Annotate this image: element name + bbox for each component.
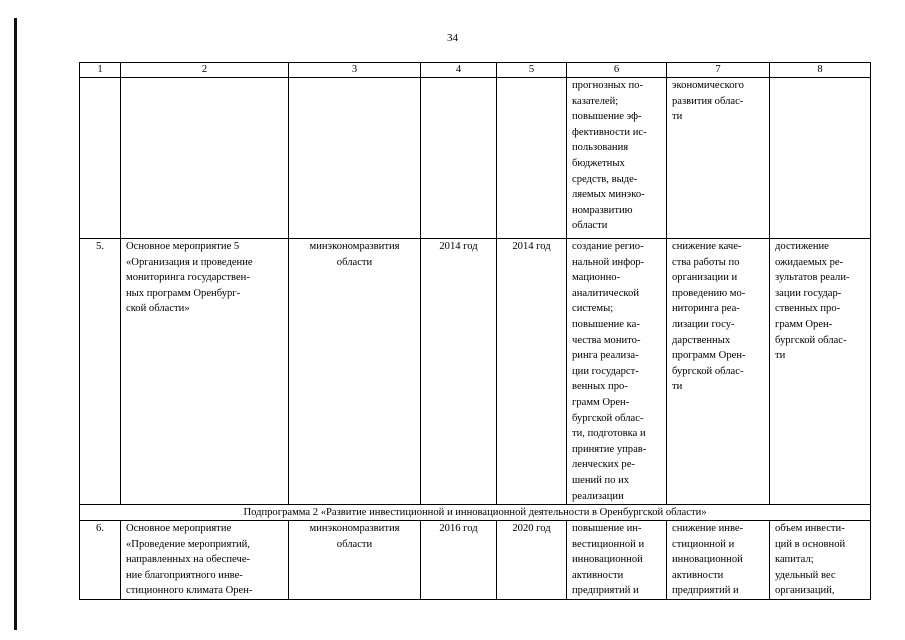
- cell-activity: Основное мероприятие 5 «Организация и проведение мониторинга государствен- ных программ Оренбург- ской области»: [121, 239, 289, 505]
- cell-empty: [770, 78, 871, 239]
- cell-indicators: объем инвести- ций в основной капитал; удельный вес организаций,: [770, 521, 871, 600]
- header-cell-7: 7: [667, 63, 770, 78]
- cell-consequences: экономического развития облас- ти: [667, 78, 770, 239]
- table-row-activity-5: [80, 239, 871, 505]
- cell-start-year: 2014 год: [421, 239, 497, 505]
- binding-line: [14, 18, 17, 630]
- cell-activity: Основное мероприятие «Проведение мероприятий, направленных на обеспече- ние благоприятного инве- стиционного климата Орен-: [121, 521, 289, 600]
- header-cell-6: 6: [567, 63, 667, 78]
- column-number-header-row: [80, 63, 871, 78]
- header-cell-4: 4: [421, 63, 497, 78]
- header-cell-1: 1: [80, 63, 121, 78]
- cell-executor: минэкономразвития области: [289, 239, 421, 505]
- subprogram-title: Подпрограмма 2 «Развитие инвестиционной и инновационной деятельности в Оренбургской области»: [80, 505, 871, 521]
- cell-start-year: 2016 год: [421, 521, 497, 600]
- header-cell-8: 8: [770, 63, 871, 78]
- cell-empty: [121, 78, 289, 239]
- cell-empty: [421, 78, 497, 239]
- cell-result: создание регио- нальной инфор- мационно- аналитической системы; повышение ка- чества монито- ринга реализа- ции государст- венных про- грамм Орен- бургской облас- ти, подготовка и принятие управ- ленческих ре- шений по их реализации: [567, 239, 667, 505]
- cell-executor: минэкономразвития области: [289, 521, 421, 600]
- table-row-activity-6: [80, 521, 871, 600]
- subprogram-row: [80, 505, 871, 521]
- cell-end-year: 2020 год: [497, 521, 567, 600]
- header-cell-2: 2: [121, 63, 289, 78]
- cell-number: 6.: [80, 521, 121, 600]
- header-cell-3: 3: [289, 63, 421, 78]
- cell-number: 5.: [80, 239, 121, 505]
- header-cell-5: 5: [497, 63, 567, 78]
- activities-table: [79, 62, 871, 600]
- page-number: 34: [447, 32, 458, 44]
- cell-result: прогнозных по- казателей; повышение эф- фективности ис- пользования бюджетных средств, выде- ляемых минэко- номразвитию области: [567, 78, 667, 239]
- cell-empty: [497, 78, 567, 239]
- cell-consequences: снижение каче- ства работы по организации и проведению мо- ниторинга реа- лизации госу- дарственных программ Орен- бургской облас- ти: [667, 239, 770, 505]
- cell-consequences: снижение инве- стиционной и инновационной активности предприятий и: [667, 521, 770, 600]
- table-row-continued: [80, 78, 871, 239]
- cell-empty: [80, 78, 121, 239]
- cell-result: повышение ин- вестиционной и инновационной активности предприятий и: [567, 521, 667, 600]
- cell-indicators: достижение ожидаемых ре- зультатов реали- зации государ- ственных про- грамм Орен- бургской облас- ти: [770, 239, 871, 505]
- cell-end-year: 2014 год: [497, 239, 567, 505]
- cell-empty: [289, 78, 421, 239]
